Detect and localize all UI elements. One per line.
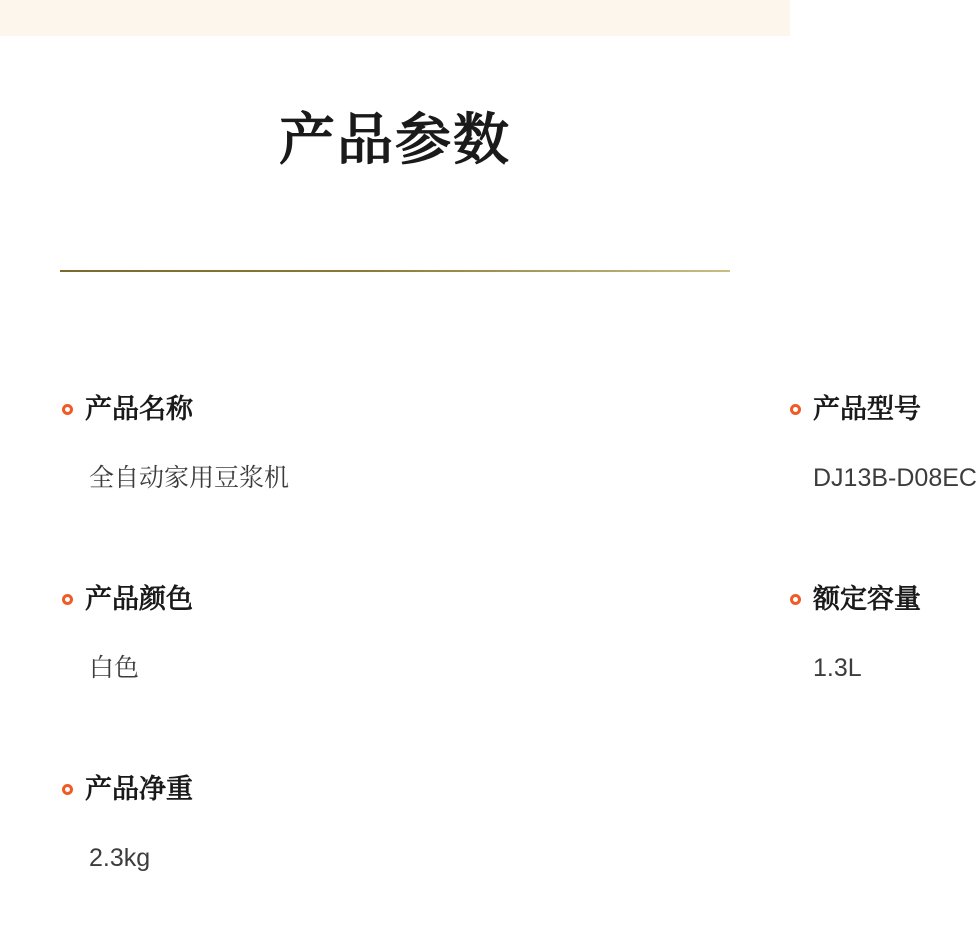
spec-item-product-color <box>0 570 247 760</box>
top-decorative-band <box>0 0 790 36</box>
spec-label: 额定容量 <box>813 584 921 614</box>
spec-label: 产品净重 <box>85 774 193 804</box>
spec-label: 产品型号 <box>813 394 921 424</box>
spec-item-rated-capacity <box>247 570 921 760</box>
spec-item-product-model <box>247 380 977 570</box>
circle-bullet-icon <box>62 784 73 795</box>
spec-row <box>0 570 921 760</box>
spec-empty-cell <box>395 760 790 950</box>
page-title: 产品参数 <box>279 108 511 171</box>
circle-bullet-icon <box>62 594 73 605</box>
spec-grid <box>0 380 977 950</box>
spec-value: DJ13B-D08EC <box>813 464 977 492</box>
spec-value: 白色 <box>89 654 140 682</box>
spec-label: 产品名称 <box>85 394 193 424</box>
circle-bullet-icon <box>790 594 801 605</box>
spec-value: 1.3L <box>813 654 862 682</box>
circle-bullet-icon <box>62 404 73 415</box>
spec-value: 全自动家用豆浆机 <box>89 464 290 492</box>
title-divider <box>60 270 730 272</box>
spec-item-net-weight <box>0 760 395 950</box>
spec-row <box>0 380 977 570</box>
spec-item-product-name <box>0 380 290 570</box>
spec-label: 产品颜色 <box>85 584 193 614</box>
spec-row <box>0 760 790 950</box>
spec-value: 2.3kg <box>89 844 151 872</box>
circle-bullet-icon <box>790 404 801 415</box>
